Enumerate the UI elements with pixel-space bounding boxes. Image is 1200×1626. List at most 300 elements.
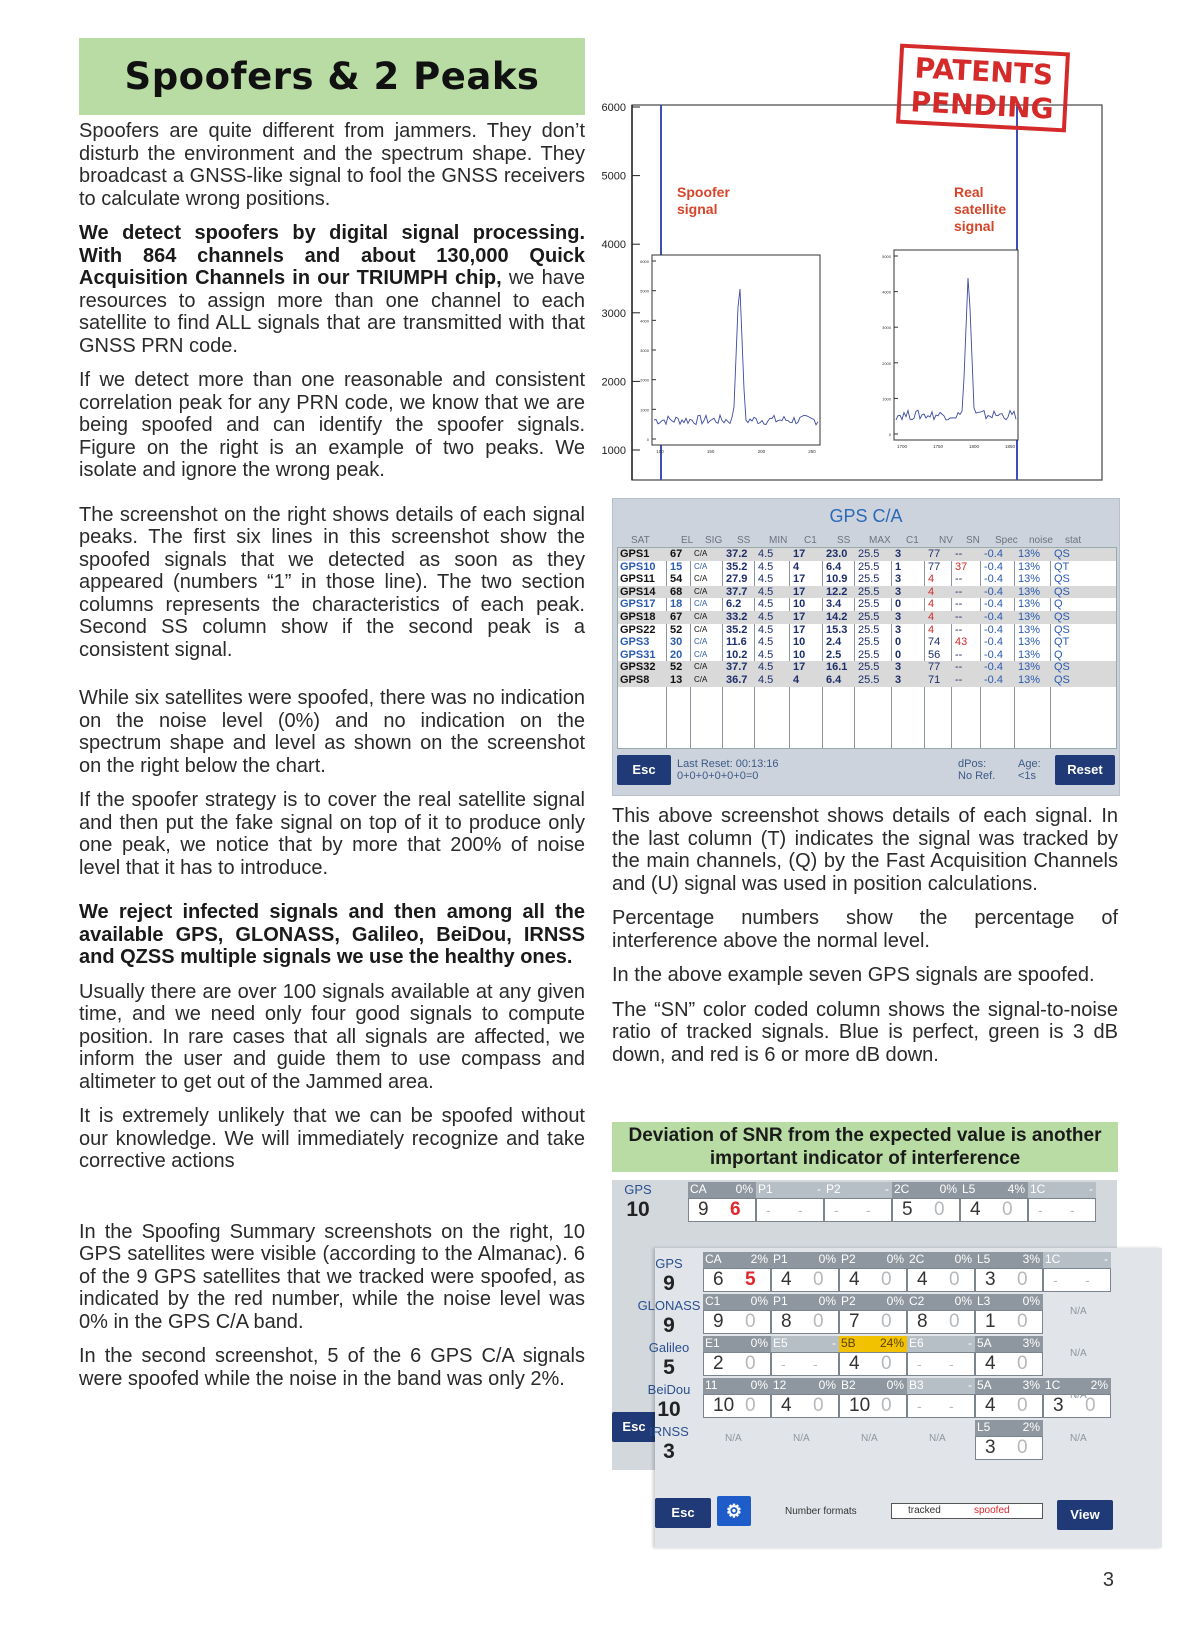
na-label: N/A	[725, 1433, 742, 1444]
tracked-count: -	[917, 1398, 922, 1414]
gps-table-cell: 2.5	[826, 648, 842, 661]
inset-x-tick-label: 1800	[968, 444, 980, 449]
gps-table-cell: 3	[895, 548, 902, 560]
stamp-line2: PENDING	[909, 85, 1055, 126]
signal-noise-pct: 0%	[818, 1294, 836, 1308]
tracked-count: 4	[849, 1269, 860, 1290]
text: we have resources to assign more than one channel to each satellite to find ALL signals that are transmitted with that GNSS PRN code.	[79, 267, 585, 357]
signal-noise-pct: 2%	[1090, 1378, 1108, 1392]
gps-header-cell: C1	[906, 535, 919, 546]
gps-table-cell: 17	[793, 623, 806, 636]
signal-header	[892, 1182, 960, 1198]
annotation-text: satellite	[954, 201, 1007, 217]
gps-table-cell: 77	[928, 548, 941, 560]
gps-table-row	[618, 674, 1116, 687]
signal-header	[703, 1336, 771, 1352]
main-y-tick-label: 6000	[601, 102, 626, 114]
gps-table-cell: 13%	[1018, 585, 1041, 598]
system-name: GPS	[624, 1182, 652, 1197]
gps-table-cell: QS	[1054, 585, 1070, 598]
gps-table-cell: 37.2	[726, 548, 748, 560]
gps-table-cell: 25.5	[858, 674, 880, 686]
gps-table-cell: 13%	[1018, 560, 1041, 573]
gps-table-cell: 74	[928, 636, 941, 649]
spoofed-count: 0	[1017, 1269, 1028, 1290]
annotation-text: signal	[677, 201, 718, 217]
gps-table-cell: 4.5	[758, 548, 774, 560]
spoofed-count: 0	[813, 1311, 824, 1332]
inset-y-tick-label: 3000	[640, 348, 649, 353]
gps-table-cell: 68	[670, 585, 683, 598]
spoofed-count: 0	[813, 1395, 824, 1416]
gps-table-cell: 56	[928, 648, 941, 661]
signal-header	[1043, 1252, 1111, 1268]
gps-table-cell: --	[955, 548, 963, 560]
signal-header	[975, 1252, 1043, 1268]
signal-noise-pct: 0%	[735, 1182, 753, 1196]
spoofed-count: -	[1085, 1272, 1090, 1288]
inset-x-tick-label: 1700	[896, 444, 908, 449]
gps-table-cell: 3	[895, 585, 902, 598]
signal-label: 11	[705, 1378, 718, 1392]
reset-code: 0+0+0+0+0+0=0	[677, 770, 759, 782]
system-count: 9	[663, 1314, 675, 1337]
signal-noise-pct: 0%	[750, 1378, 768, 1392]
gps-table-cell: 12.2	[826, 585, 848, 598]
gps-table-cell: C/A	[694, 612, 708, 621]
gps-table-row	[618, 649, 1116, 662]
gps-table-cell: GPS11	[620, 573, 655, 586]
gps-table-cell: 35.2	[726, 560, 748, 573]
gps-table-cell: 13%	[1018, 674, 1041, 686]
gps-table-cell: GPS32	[620, 661, 656, 674]
gps-table-footer	[613, 755, 1119, 791]
signal-label: L3	[977, 1294, 991, 1308]
gps-table-cell: --	[955, 661, 963, 674]
signal-label: L5	[962, 1182, 976, 1196]
inset-y-tick-label: 3000	[882, 325, 891, 331]
gps-table-cell: 15.3	[826, 623, 848, 636]
gps-table-row	[618, 611, 1116, 624]
system-name: BeiDou	[647, 1382, 691, 1397]
tracked-count: -	[1053, 1272, 1058, 1288]
gps-table-cell: 4.5	[758, 585, 774, 598]
gps-table-cell: 4.5	[758, 611, 774, 623]
main-y-tick-label: 4000	[601, 239, 626, 252]
signal-noise-pct: -	[1104, 1252, 1108, 1266]
na-label: N/A	[861, 1433, 878, 1444]
gps-table-cell: GPS22	[620, 623, 656, 636]
gps-table-cell: 4	[928, 611, 935, 623]
tracked-count: 9	[713, 1311, 724, 1332]
gps-table-cell: 4.5	[758, 661, 774, 674]
signal-header	[960, 1182, 1028, 1198]
gps-header-cell: SS	[837, 535, 851, 546]
signal-noise-pct: -	[968, 1378, 972, 1392]
na-label: N/A	[929, 1433, 946, 1444]
gps-table-cell: -0.4	[984, 661, 1003, 674]
signal-header	[907, 1336, 975, 1352]
gps-table-cell: 52	[670, 623, 683, 636]
signal-noise-pct: 0%	[954, 1252, 972, 1266]
inset-x-tick-label: 1850	[1004, 444, 1016, 449]
signal-label: P2	[826, 1182, 841, 1196]
signal-header	[824, 1182, 892, 1198]
spoofed-legend: spoofed	[974, 1505, 1010, 1516]
spoofed-count: 0	[881, 1269, 892, 1290]
gps-table-cell: GPS8	[620, 674, 650, 686]
gps-table-cell: 0	[895, 648, 902, 661]
gps-table-cell: 4	[928, 585, 935, 598]
gps-table-row	[618, 586, 1116, 599]
gps-table-cell: GPS10	[620, 560, 656, 573]
system-beidou	[633, 1382, 705, 1422]
gps-table-cell: 10.9	[826, 573, 848, 586]
tracked-count: -	[917, 1356, 922, 1372]
gps-table-cell: 67	[670, 611, 683, 623]
gps-table-cell: 17	[793, 573, 806, 586]
tracked-count: 4	[985, 1395, 996, 1416]
spoofed-count: -	[949, 1398, 954, 1414]
gps-table-cell: 4	[928, 573, 935, 586]
view-button[interactable]: View	[1057, 1500, 1113, 1530]
signal-noise-pct: 24%	[879, 1336, 904, 1350]
system-glonass	[633, 1298, 705, 1338]
signal-noise-pct: 0%	[954, 1294, 972, 1308]
signal-label: P1	[773, 1252, 788, 1266]
gps-table-cell: QS	[1054, 623, 1070, 636]
signal-noise-pct: 0%	[818, 1252, 836, 1266]
gps-table-body	[617, 547, 1117, 749]
paragraph: In the Spoofing Summary screenshots on the right, 10 GPS satellites were visible (according to the Almanac). 6 of the 9 GPS satellites that we tracked were spoofed, as indicated by the red number, while the noise level was 0% in the GPS C/A band.	[79, 1220, 585, 1333]
spoofed-count: 0	[949, 1311, 960, 1332]
gps-table-cell: 3	[895, 661, 902, 674]
gps-table-cell: 13%	[1018, 648, 1041, 661]
signal-label: E6	[909, 1336, 924, 1350]
gps-table-cell: 71	[928, 674, 941, 686]
stamp-line1: PATENTS	[913, 51, 1054, 92]
signal-header	[975, 1420, 1043, 1436]
dpos-label: dPos:	[958, 758, 987, 770]
signal-header	[907, 1378, 975, 1394]
paragraph: Percentage numbers show the percentage of interference above the normal level.	[612, 907, 1118, 952]
paragraph: The “SN” color coded column shows the signal-to-noise ratio of tracked signals. Blue is perfect, green is 3 dB down, and red is 6 or more dB down.	[612, 998, 1118, 1066]
paragraph-bold: We reject infected signals and then among all the available GPS, GLONASS, Galileo, BeiDou, IRNSS and QZSS multiple signals we use the healthy ones.	[79, 901, 585, 968]
gps-table-cell: Q	[1054, 598, 1063, 611]
gps-table-cell: 4.5	[758, 623, 774, 636]
inset-y-tick-label: 4000	[640, 318, 649, 324]
signal-label: P2	[841, 1294, 856, 1308]
tracked-count: 3	[985, 1437, 996, 1458]
gps-table-cell: 25.5	[858, 560, 880, 573]
signal-header	[771, 1336, 839, 1352]
signal-label: 1C	[1045, 1378, 1061, 1392]
signal-noise-pct: 3%	[1022, 1252, 1040, 1266]
inset-y-tick-label: 5000	[882, 254, 891, 259]
spoofed-count: -	[866, 1202, 871, 1218]
gps-header-cell: MIN	[769, 535, 788, 546]
gps-table-cell: 10.2	[726, 648, 748, 661]
spoofed-count: -	[813, 1356, 818, 1372]
signal-noise-pct: 2%	[1022, 1420, 1040, 1434]
gps-table-cell: C/A	[694, 586, 708, 596]
patents-pending-stamp	[896, 44, 1070, 133]
gps-table-cell: C/A	[694, 599, 708, 609]
inset-x-tick-label: 200	[757, 449, 766, 454]
paragraph: While six satellites were spoofed, there was no indication on the noise level (0%) and no indication on the spectrum shape and level as shown on the screenshot on the right below the chart.	[79, 687, 585, 777]
signal-label: P1	[758, 1182, 773, 1196]
inset-spoofer-plot	[640, 255, 820, 454]
gps-table-row	[618, 661, 1116, 674]
spoofed-count: -	[798, 1202, 803, 1218]
inset-y-tick-label: 1000	[882, 396, 891, 402]
gps-table-cell: 4	[928, 598, 935, 611]
spoofed-count: 0	[1017, 1437, 1028, 1458]
gps-table-header	[619, 535, 1113, 547]
gps-table-title: GPS C/A	[829, 506, 903, 526]
tracked-count: 4	[917, 1269, 928, 1290]
gps-table-cell: 43	[955, 636, 968, 649]
esc-button[interactable]: Esc	[612, 1412, 656, 1442]
tracked-count: 9	[698, 1199, 709, 1220]
gps-table-cell: 37	[955, 560, 968, 573]
gps-table-cell: C/A	[694, 637, 708, 647]
gps-table-cell: 10	[793, 636, 806, 649]
inset-y-tick-label: 1000	[640, 407, 649, 413]
tracked-count: 8	[781, 1311, 792, 1332]
gps-table-cell: QT	[1054, 636, 1070, 649]
gps-table-cell: QS	[1054, 573, 1070, 586]
gps-table-cell: 13	[670, 674, 683, 686]
gps-table-cell: 6.4	[826, 674, 842, 686]
gps-table-cell: 13%	[1018, 598, 1041, 611]
spoofed-count: 6	[730, 1199, 741, 1220]
gps-table-cell: 17	[793, 611, 806, 623]
tracked-count: 4	[781, 1395, 792, 1416]
gps-table-cell: 14.2	[826, 611, 848, 623]
gps-table-cell: 4	[928, 623, 935, 636]
gps-table-cell: C/A	[694, 574, 708, 584]
signal-header	[975, 1378, 1043, 1394]
reset-button[interactable]: Reset	[1055, 755, 1115, 785]
signal-label: C1	[705, 1294, 721, 1308]
spoofed-count: 5	[745, 1269, 756, 1290]
signal-header	[907, 1252, 975, 1268]
gps-table-cell: 13%	[1018, 623, 1041, 636]
spoofed-count: 0	[745, 1311, 756, 1332]
gps-table-cell: 3	[895, 573, 902, 586]
system-count: 3	[663, 1440, 675, 1463]
gps-table-cell: --	[955, 585, 963, 598]
gps-table-cell: 25.5	[858, 585, 880, 598]
signal-header	[839, 1336, 907, 1352]
signal-header	[688, 1182, 756, 1198]
gps-table-cell: C/A	[694, 624, 708, 634]
gps-table-cell: 18	[670, 598, 683, 611]
inset-y-tick-label: 0	[888, 432, 891, 437]
gps-table-cell: --	[955, 611, 963, 623]
gps-table-cell: 20	[670, 648, 683, 661]
signal-label: 1C	[1045, 1252, 1061, 1266]
signal-label: CA	[705, 1252, 722, 1266]
signal-header	[756, 1182, 824, 1198]
na-label: N/A	[1070, 1433, 1087, 1444]
gps-table-cell: 3	[895, 623, 902, 636]
signal-label: C2	[909, 1294, 925, 1308]
gps-table-cell: 13%	[1018, 573, 1041, 586]
gps-table-cell: -0.4	[984, 548, 1003, 560]
gps-header-cell: SIG	[705, 535, 723, 546]
system-name: IRNSS	[649, 1424, 689, 1439]
gps-table-cell: --	[955, 598, 963, 611]
signal-label: L5	[977, 1252, 991, 1266]
annotation-text: signal	[954, 218, 995, 234]
gps-header-cell: MAX	[869, 535, 891, 546]
gps-table-cell: 16.1	[826, 661, 848, 674]
signal-label: P2	[841, 1252, 856, 1266]
signal-header	[907, 1294, 975, 1310]
signal-noise-pct: -	[1089, 1182, 1093, 1196]
gps-table-cell: 25.5	[858, 548, 880, 560]
page-number: 3	[1102, 1569, 1114, 1591]
inset-y-tick-label: 2000	[640, 377, 649, 383]
tracked-count: 6	[713, 1269, 724, 1290]
system-name: GLONASS	[637, 1298, 701, 1313]
tracked-count: 2	[713, 1353, 724, 1374]
gps-table-cell: 25.5	[858, 661, 880, 674]
gps-table-cell: 0	[895, 598, 902, 611]
spoofed-count: 0	[1085, 1395, 1096, 1416]
esc-button[interactable]: Esc	[655, 1498, 711, 1528]
gps-table-cell: 10	[793, 598, 806, 611]
signal-label: 1C	[1030, 1182, 1046, 1196]
gps-table-cell: QS	[1054, 661, 1070, 674]
gps-table-cell: 3.4	[826, 598, 842, 611]
signal-header	[839, 1294, 907, 1310]
gps-header-cell: Spec	[995, 535, 1018, 546]
signal-noise-pct: 0%	[750, 1336, 768, 1350]
signal-noise-pct: -	[885, 1182, 889, 1196]
gps-table-cell: 4.5	[758, 636, 774, 649]
spoofed-count: 0	[1002, 1199, 1013, 1220]
main-y-tick-label: 3000	[601, 307, 626, 320]
system-gps	[633, 1256, 705, 1296]
left-column	[79, 120, 585, 1402]
highlight-box: Deviation of SNR from the expected value is another important indicator of interference	[612, 1122, 1118, 1172]
gps-table-cell: 33.2	[726, 611, 748, 623]
gps-table-cell: 17	[793, 548, 806, 560]
age-value: <1s	[1018, 770, 1037, 782]
gps-table-cell: 23.0	[826, 548, 848, 560]
signal-header	[703, 1294, 771, 1310]
inset-x-tick-label: 250	[808, 449, 816, 454]
gps-table-row	[618, 548, 1116, 561]
gps-table-cell: 25.5	[858, 611, 880, 623]
inset-frame	[894, 250, 1018, 440]
na-label: N/A	[793, 1433, 810, 1444]
system-name: Galileo	[648, 1340, 690, 1355]
gps-table-cell: QT	[1054, 560, 1070, 573]
number-formats-label: Number formats	[785, 1506, 857, 1517]
gps-table-cell: 35.2	[726, 623, 748, 636]
spoofed-count: 0	[881, 1395, 892, 1416]
last-reset-label: Last Reset: 00:13:16	[677, 758, 779, 770]
tracked-count: 4	[781, 1269, 792, 1290]
inset-real-plot	[882, 250, 1018, 449]
main-y-tick-label: 1000	[601, 445, 626, 457]
bold-text: We detect spoofers by digital signal processing. With 864 channels and about 130,000 Quick Acquisition Channels in our TRIUMPH chip,	[79, 222, 585, 289]
gps-table-cell: 77	[928, 560, 941, 573]
spoofed-count: 0	[1017, 1311, 1028, 1332]
inset-y-tick-label: 0	[646, 437, 649, 442]
inset-y-tick-label: 4000	[882, 289, 891, 295]
tracked-count: 5	[902, 1199, 913, 1220]
number-format-legend	[891, 1503, 1043, 1519]
signal-label: 2C	[894, 1182, 910, 1196]
system-count: 9	[663, 1272, 675, 1295]
signal-noise-pct: 4%	[1007, 1182, 1025, 1196]
gps-table-cell: -0.4	[984, 573, 1003, 586]
gps-table-cell: 13%	[1018, 548, 1041, 560]
system-count: 10	[657, 1398, 681, 1421]
gps-table-cell: -0.4	[984, 598, 1003, 611]
signal-label: 2C	[909, 1252, 925, 1266]
gps-table-cell: 11.6	[726, 636, 747, 649]
tracked-count: 4	[970, 1199, 981, 1220]
gps-table-cell: 3	[895, 674, 902, 686]
tracked-count: 4	[985, 1353, 996, 1374]
spoofed-count: -	[1070, 1202, 1075, 1218]
tracked-count: 3	[1053, 1395, 1064, 1416]
gps-table-cell: 4.5	[758, 560, 774, 573]
gps-table-row	[618, 573, 1116, 586]
tracked-count: -	[781, 1356, 786, 1372]
spoofed-count: 0	[813, 1269, 824, 1290]
system-count: 10	[626, 1198, 650, 1221]
gps-header-cell: EL	[681, 535, 694, 546]
paragraph: If we detect more than one reasonable and consistent correlation peak for any PRN code, we know that we are being spoofed and can identify the spoofer signals. Figure on the right is an example of two peaks. We isolate and ignore the wrong peak.	[79, 369, 585, 481]
signal-header	[703, 1378, 771, 1394]
gps-table-cell: GPS31	[620, 648, 656, 661]
gps-table-cell: 25.5	[858, 573, 880, 586]
spoofed-count: 0	[1017, 1353, 1028, 1374]
main-y-tick-label: 5000	[601, 170, 626, 183]
signal-header	[1028, 1182, 1096, 1198]
gps-table-cell: 4.5	[758, 674, 774, 686]
gps-table-cell: C/A	[694, 649, 708, 659]
esc-button[interactable]: Esc	[617, 755, 671, 785]
gps-table-cell: 4	[793, 560, 800, 573]
spoofed-count: 0	[881, 1353, 892, 1374]
gps-table-cell: 13%	[1018, 636, 1041, 649]
gps-table-cell: 54	[670, 573, 683, 586]
gear-icon[interactable]: ⚙	[717, 1496, 751, 1526]
signal-label: E1	[705, 1336, 720, 1350]
gps-table-row	[618, 561, 1116, 574]
gps-table-cell: QS	[1054, 611, 1070, 623]
signal-noise-pct: -	[968, 1336, 972, 1350]
gps-table-cell: 15	[670, 560, 683, 573]
na-label: N/A	[1070, 1348, 1087, 1359]
signal-noise-pct: 2%	[750, 1252, 768, 1266]
signal-noise-pct: 0%	[886, 1294, 904, 1308]
page-title: Spoofers & 2 Peaks	[124, 55, 540, 98]
tracked-count: 4	[849, 1353, 860, 1374]
gps-table-cell: GPS17	[620, 598, 656, 611]
paragraph	[79, 222, 585, 357]
spoofed-count: 0	[949, 1269, 960, 1290]
gps-table-cell: -0.4	[984, 585, 1003, 598]
